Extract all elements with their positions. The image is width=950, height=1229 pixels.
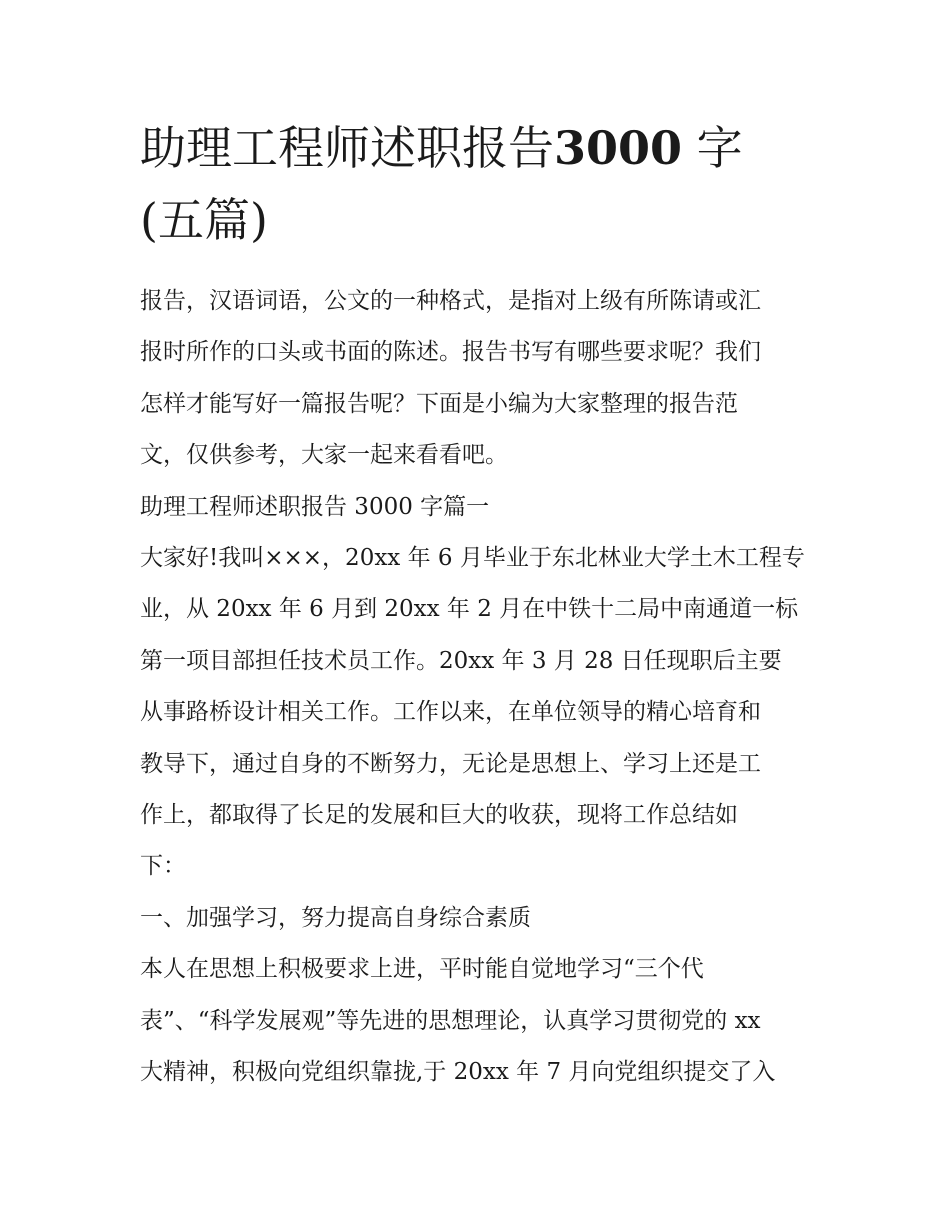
body-line: 本人在思想上积极要求上进，平时能自觉地学习“三个代: [140, 956, 704, 983]
body-line: 怎样才能写好一篇报告呢？下面是小编为大家整理的报告范: [140, 390, 738, 417]
body-line: 从事路桥设计相关工作。工作以来，在单位领导的精心培育和: [140, 699, 761, 726]
body-line: 报时所作的口头或书面的陈述。报告书写有哪些要求呢？我们: [140, 339, 761, 366]
body-line: 下：: [140, 853, 186, 880]
document-body: [140, 276, 820, 1099]
section-heading: 助理工程师述职报告 3000 字篇一: [140, 493, 490, 520]
title-subtitle: (五篇): [140, 193, 268, 247]
body-line: 大精神，积极向党组织靠拢,于 20xx 年 7 月向党组织提交了入: [140, 1059, 776, 1086]
body-line: 表”、“科学发展观”等先进的思想理论，认真学习贯彻党的 xx: [140, 1007, 761, 1034]
subsection-heading: 一、加强学习，努力提高自身综合素质: [140, 904, 531, 931]
body-line: 作上，都取得了长足的发展和巨大的收获，现将工作总结如: [140, 802, 738, 829]
title-tail: 字: [682, 121, 743, 175]
body-line: 业，从 20xx 年 6 月到 20xx 年 2 月在中铁十二局中南通道一标: [140, 596, 799, 623]
title-number: 3000: [554, 121, 683, 175]
body-line: 教导下，通过自身的不断努力，无论是思想上、学习上还是工: [140, 750, 761, 777]
body-line: 第一项目部担任技术员工作。20xx 年 3 月 28 日任现职后主要: [140, 647, 782, 674]
body-line: 大家好!我叫×××，20xx 年 6 月毕业于东北林业大学土木工程专: [140, 545, 805, 572]
document-title: [140, 112, 820, 256]
title-text: 助理工程师述职报告: [140, 121, 554, 175]
body-line: 文，仅供参考，大家一起来看看吧。: [140, 442, 508, 469]
body-line: 报告，汉语词语，公文的一种格式，是指对上级有所陈请或汇: [140, 288, 761, 314]
